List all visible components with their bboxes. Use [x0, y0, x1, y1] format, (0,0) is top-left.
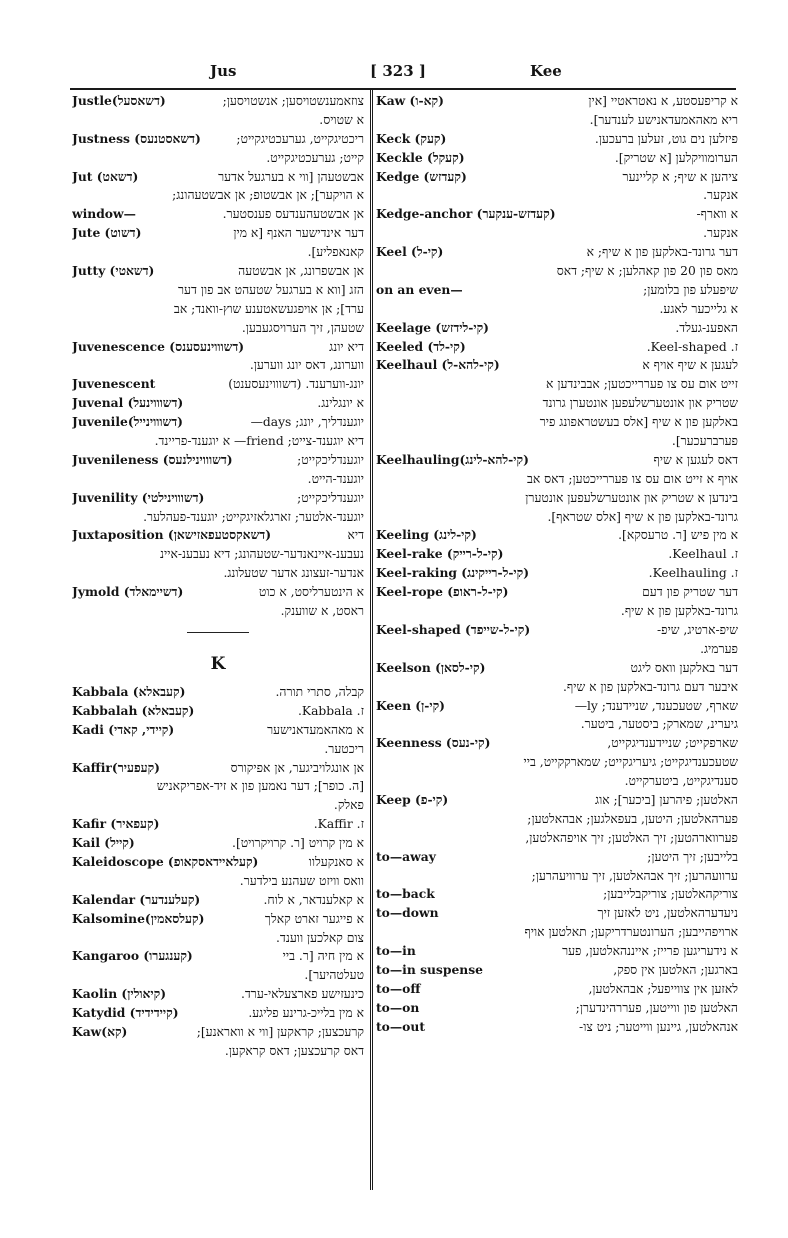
headword: Kalendar (קעלענדער) — [72, 891, 201, 907]
headword: Keel-raking (קי-ל-רייקינג) — [376, 565, 530, 581]
entry-continuation-line — [72, 111, 364, 130]
entry-continuation-line — [376, 640, 738, 659]
definition-text: לאזען אין צווייפעל; אבהאלטען, — [588, 981, 738, 996]
headword: Keeling (קי-לינג) — [376, 527, 477, 543]
dictionary-entry-line — [72, 92, 364, 111]
dictionary-entry-line — [72, 375, 364, 394]
definition-text: א מין פיש [ר. טרעסקא]. — [618, 528, 738, 543]
headword: Keel-rake (קי-ל-רייק) — [376, 546, 504, 562]
definition-text: פיזלען נים גוט, זעלען ברעכען. — [594, 131, 738, 146]
definition-text: שטעכענדיגקייט; גיעריגקייט; שמארקקייט, ביי — [523, 755, 738, 770]
entry-continuation-line — [376, 375, 738, 394]
definition-text: שארפקייט; שניידענדיגקייט, — [607, 736, 738, 751]
dictionary-entry-line — [376, 130, 738, 149]
headword: Juvenescent — [72, 376, 156, 392]
headword: Keenness (קי-נעס) — [376, 735, 491, 751]
entry-continuation-line — [72, 966, 364, 985]
definition-text: פערווארהטען; זיך האלטען; זיך אויפהאלטען, — [525, 830, 738, 845]
definition-text: ז. Kabbala. — [297, 703, 364, 718]
definition-text: א קריפעסטע, א נאטראטיי [אין — [588, 94, 738, 108]
dictionary-entry-line — [72, 338, 364, 357]
column-divider — [370, 90, 373, 1190]
entry-continuation-line — [72, 432, 364, 451]
entry-continuation-line — [72, 281, 364, 300]
definition-text: אן אונגלויביגער, אן אפיקורס — [230, 760, 364, 775]
dictionary-entry-line — [376, 356, 738, 375]
definition-text: אן אבשפרונג, אן אבשטעה — [238, 264, 364, 279]
definition-text: גרונד-באלקען פון א שיף [אלס שטראף]. — [547, 509, 738, 524]
definition-text: א מין קרויט [ר. קרויקרויט]. — [232, 836, 364, 851]
dictionary-entry-line — [376, 526, 738, 545]
definition-text: שיפ-ארטיג, שיפ- — [656, 622, 738, 637]
dictionary-entry-line — [72, 413, 364, 432]
definition-text: א הויקער]; אן אבשטופ; אן אבשטעהונג; — [172, 188, 364, 203]
headword: to—off — [376, 980, 421, 996]
definition-text: אנקער. — [703, 226, 738, 241]
dictionary-entry-line — [72, 1023, 364, 1042]
entry-continuation-line — [72, 186, 364, 205]
entry-continuation-line — [72, 545, 364, 564]
headword: to—in — [376, 943, 416, 959]
headword: Keeled (קי-לד) — [376, 338, 466, 354]
entry-continuation-line — [72, 602, 364, 621]
entry-continuation-line — [376, 810, 738, 829]
headword: to—down — [376, 905, 439, 921]
headword: to—out — [376, 1018, 426, 1034]
headword: Kabbala (קעבאלא) — [72, 683, 186, 699]
entry-continuation-line — [376, 186, 738, 205]
definition-text: שיפעלע פון בלומען; — [643, 282, 738, 297]
headword: Keel-rope (קי-ל-ראופ) — [376, 584, 509, 600]
definition-text: בינדען א שטריק און אונטערשלעפען אונטערן — [525, 490, 738, 505]
definition-text: הערומוויקלען [א שטריק]. — [614, 150, 738, 165]
headword: on an even— — [376, 281, 463, 297]
definition-text: שטריק און אונטערשלעפען אונטערן גרונד — [542, 396, 738, 411]
left-column — [72, 92, 364, 1061]
dictionary-entry-line — [72, 451, 364, 470]
headword: Jut (דשאט) — [72, 168, 139, 184]
entry-continuation-line — [376, 413, 738, 432]
definition-text: הזג [ווא א בערגעל שטעהט אב פון דער — [177, 282, 364, 297]
definition-text: [ה. כופר]; דער נאמען פון א זיד-אפריקאניש — [156, 779, 364, 794]
definition-text: ז. Keel-shaped. — [646, 339, 738, 354]
definition-text: בארגען; האלטען אין ספק, — [613, 962, 738, 977]
definition-text: גרונד-באלקען פון א שיף. — [620, 604, 738, 619]
right-guide-word: Kee — [530, 62, 562, 80]
entry-continuation-line — [376, 508, 738, 527]
dictionary-entry-line — [72, 702, 364, 721]
entry-continuation-line — [376, 829, 738, 848]
definition-text: א הינטערליסט, א כוט — [258, 585, 364, 600]
definition-text: א מין חיה [ר. ביי — [282, 949, 364, 964]
headword: Juvenileness (דשוווינילנעס) — [72, 451, 233, 467]
definition-text: באלקען פון א שיף [אלס בעשטראפונג פיר — [539, 415, 738, 430]
definition-text: ניעדערהאלטען, ניט לאזען זיך — [597, 906, 738, 921]
entry-continuation-line — [376, 111, 738, 130]
headword: Jutty (דשאטי) — [72, 263, 155, 279]
section-letter: K — [210, 653, 226, 674]
headword: Juvenescence (דשוווינעסענס) — [72, 338, 245, 354]
definition-text: אנהאלטען, גיינען ווייטער; ניט צו- — [579, 1019, 738, 1034]
entry-continuation-line — [72, 929, 364, 948]
entry-continuation-line — [376, 224, 738, 243]
right-column — [376, 92, 738, 1037]
entry-continuation-line — [72, 872, 364, 891]
separator-rule — [187, 632, 249, 633]
entry-continuation-line — [72, 564, 364, 583]
dictionary-entry-line — [72, 853, 364, 872]
dictionary-entry-line — [72, 721, 364, 740]
dictionary-entry-line — [376, 545, 738, 564]
headword: Justle(דשאסעל) — [72, 93, 166, 108]
entry-continuation-line — [376, 262, 738, 281]
dictionary-entry-line — [376, 583, 738, 602]
section-separator — [72, 621, 364, 645]
dictionary-entry-line — [376, 281, 738, 300]
definition-text: ערד]; אן אויפגעשאטענע שוץ-וואנד; אב — [173, 301, 364, 316]
headword: Jymold (דשיימאלד) — [72, 584, 184, 600]
headword: Katydid (קיידידיד) — [72, 1005, 179, 1021]
entry-continuation-line — [72, 300, 364, 319]
definition-text: ז. Kaffir. — [313, 817, 364, 832]
dictionary-entry-line — [72, 910, 364, 929]
definition-text: יונג-ווערענד. (דשוווינעסענט) — [228, 377, 364, 392]
definition-text: דיא — [347, 528, 364, 543]
definition-text: ערוועהרען; זיך אבהאלטען, זיך ערוויעהרען; — [531, 868, 738, 883]
dictionary-entry-line — [72, 947, 364, 966]
definition-text: דער גרונד-באלקען פון א שיף; א — [586, 245, 738, 260]
definition-text: א מאהאמעדאנישער — [267, 722, 364, 737]
definition-text: ז. Keelhaul. — [668, 547, 738, 562]
definition-text: א יונגלינג. — [317, 396, 364, 411]
dictionary-entry-line — [72, 683, 364, 702]
headword: Keck (קעק) — [376, 130, 447, 146]
definition-text: א פייגער זארט קאלך — [264, 911, 364, 926]
entry-continuation-line — [376, 394, 738, 413]
dictionary-entry-line — [72, 891, 364, 910]
page-number: [ 323 ] — [370, 62, 426, 80]
definition-text: א ווארף- — [696, 207, 738, 222]
definition-text: איבער דעם גרונד-באלקען פון א שיף. — [563, 679, 738, 694]
headword: Kaw (קא-ו) — [376, 93, 444, 108]
entry-continuation-line — [72, 777, 364, 796]
dictionary-entry-line — [376, 734, 738, 753]
definition-text: יוגענד-אלטער; זארגלאזיגקייט; יוגענד-פעהלער. — [143, 509, 364, 524]
dictionary-entry-line — [376, 338, 738, 357]
dictionary-entry-line — [376, 659, 738, 678]
dictionary-entry-line — [376, 961, 738, 980]
definition-text: דאס לעגען א שיף — [653, 452, 738, 467]
headword: to—back — [376, 886, 435, 902]
dictionary-entry-line — [72, 394, 364, 413]
dictionary-entry-line — [376, 564, 738, 583]
definition-text: ז. Keelhauling. — [648, 566, 738, 581]
dictionary-entry-line — [376, 904, 738, 923]
headword: Kafir (קעפאיר) — [72, 816, 160, 832]
dictionary-entry-line — [72, 759, 364, 778]
entry-continuation-line — [72, 356, 364, 375]
definition-text: אנדער-זעצונג אדער שטעלונג. — [223, 566, 364, 581]
definition-text: מאס פון 20 פון קאהלען; א שיף; דאס — [556, 264, 738, 279]
definition-text: פערמיג. — [700, 641, 738, 656]
entry-continuation-line — [376, 602, 738, 621]
definition-text: דער שטריק פון דעם — [642, 585, 738, 600]
definition-text: האלטען; פיהרען [ביכער]; אוג — [595, 792, 738, 807]
headword: Jute (דשוט) — [72, 225, 142, 241]
headword: Keelson (קי-לסאן) — [376, 659, 486, 675]
headword: Kaffir(קעפעיר) — [72, 759, 160, 775]
headword: to—away — [376, 848, 436, 864]
definition-text: יוגענדליך, יונג; days— — [250, 415, 364, 430]
definition-text: אנקער. — [703, 188, 738, 203]
headword: Keelhauling(קי-להא-לינג) — [376, 451, 529, 467]
headword: Juvenility (דשוווינילטי) — [72, 489, 205, 505]
headword: Keen (קי-ן) — [376, 697, 445, 713]
headword: Keelage (קי-לידזש) — [376, 319, 489, 335]
definition-text: א מין בלייכ-גרינע פליגע. — [248, 1006, 364, 1021]
definition-text: ריכטער. — [324, 741, 364, 756]
entry-continuation-line — [376, 300, 738, 319]
dictionary-entry-line — [376, 451, 738, 470]
entry-continuation-line — [72, 149, 364, 168]
headword: Juxtaposition (דשאקסטעפאזישאן) — [72, 527, 272, 543]
entry-continuation-line — [376, 432, 738, 451]
definition-text: פאלק. — [333, 798, 364, 813]
definition-text: דאס קרעכצען; דאס קראקען. — [224, 1043, 364, 1058]
dictionary-entry-line — [376, 999, 738, 1018]
dictionary-entry-line — [376, 848, 738, 867]
dictionary-entry-line — [376, 319, 738, 338]
dictionary-entry-line — [376, 92, 738, 111]
headword: Keel (קי-ל) — [376, 244, 444, 260]
headword: Keel-shaped (קי-ל-שייפד) — [376, 621, 531, 637]
entry-continuation-line — [376, 772, 738, 791]
dictionary-entry-line — [376, 885, 738, 904]
definition-text: לעגען א שיף אויף א — [642, 358, 738, 373]
definition-text: האלטען פון ווייטען, פעררהינדערן; — [575, 1000, 738, 1015]
dictionary-entry-line — [376, 1018, 738, 1037]
headword: Kangaroo (קענגערו) — [72, 948, 193, 964]
entry-continuation-line — [72, 508, 364, 527]
definition-text: סענדיגקייט, ביטערקייט. — [624, 774, 738, 789]
left-guide-word: Jus — [210, 62, 237, 80]
entry-continuation-line — [376, 678, 738, 697]
dictionary-entry-line — [376, 149, 738, 168]
entry-continuation-line — [376, 489, 738, 508]
definition-text: ארויפהייבען; הערונטערדריקען; תאלטען אויף — [524, 925, 738, 940]
definition-text: אויף א זייט אום עס צו פעררייכטען; דאס אב — [526, 471, 738, 486]
definition-text: דיא יונג — [329, 339, 364, 354]
definition-text: ריא מאהאמעדאנישע לענדער]. — [589, 112, 738, 127]
dictionary-entry-line — [376, 697, 738, 716]
dictionary-entry-line — [72, 130, 364, 149]
headword: Justness (דשאסטנעס) — [72, 130, 201, 146]
entry-continuation-line — [376, 867, 738, 886]
headword: Kadi (קיידי, קאדי) — [72, 721, 175, 737]
dictionary-entry-line — [376, 205, 738, 224]
definition-text: זייט אום עס צו פעררייכטען; אבבינדען א — [546, 377, 738, 392]
definition-text: שארף, שטעכענד, שניידענד; ly— — [574, 698, 738, 713]
definition-text: א שטויס. — [319, 112, 364, 127]
entry-continuation-line — [72, 1042, 364, 1061]
headword: Kalsomine(קעלסאמין) — [72, 910, 205, 926]
header-rule — [70, 88, 736, 90]
headword: Keelhaul (קי-להא-ל) — [376, 357, 500, 373]
entry-continuation-line — [72, 740, 364, 759]
definition-text: ריכטיגקייט, גערעכטיגקייט; — [236, 131, 364, 146]
headword: Juvenal (דשוווינעל) — [72, 395, 184, 411]
definition-text: פערהאלטען; היטען, בעפאלגען; אבהאלטען; — [527, 811, 738, 826]
definition-text: טעלטהיער]. — [304, 968, 364, 983]
headword: Kaw(קא) — [72, 1023, 128, 1039]
definition-text: דיא יוגענד-צייט; friend— א יוגענד-פריינד. — [154, 434, 364, 449]
definition-text: ווערונג, דאס יונג ווערען. — [249, 358, 364, 373]
definition-text: יוגענדליכקייט; — [297, 490, 364, 505]
definition-text: צום קאלכען ווענד. — [276, 930, 364, 945]
headword: window— — [72, 206, 136, 222]
headword: Keckle (קעקל) — [376, 149, 465, 165]
dictionary-entry-line — [72, 834, 364, 853]
definition-text: יוגענד-הייט. — [307, 471, 364, 486]
dictionary-entry-line — [376, 791, 738, 810]
entry-continuation-line — [72, 796, 364, 815]
definition-text: וואס וויזט שעהנע בילדער. — [239, 873, 364, 888]
dictionary-entry-line — [376, 243, 738, 262]
dictionary-entry-line — [72, 985, 364, 1004]
dictionary-entry-line — [72, 168, 364, 187]
definition-text: קייט; גערעכטיגקייט. — [266, 150, 364, 165]
definition-text: שטעהן, זיך הערויסגעבען. — [241, 320, 364, 335]
definition-text: א סאנקעלוו — [308, 854, 364, 869]
dictionary-entry-line — [376, 942, 738, 961]
headword: Keep (קי-פ) — [376, 791, 449, 807]
headword: Kaleidoscope (קעלאיידאסקאופ) — [72, 853, 259, 869]
dictionary-entry-line — [72, 224, 364, 243]
definition-text: יוגענדליכקייט; — [297, 452, 364, 467]
definition-text: א קאלענדאר, א לוח. — [263, 892, 364, 907]
entry-continuation-line — [72, 243, 364, 262]
headword: Kaolin (קיאולין) — [72, 986, 167, 1002]
definition-text: ציהען א שיף; א קליינער — [622, 169, 738, 184]
dictionary-entry-line — [376, 621, 738, 640]
dictionary-entry-line — [72, 489, 364, 508]
headword: Kedge-anchor (קעדזש-ענקער) — [376, 206, 556, 222]
definition-text: ראסט, א שווענק. — [280, 604, 364, 619]
definition-text: כינעזישע פארצעלאי-ערד. — [240, 987, 364, 1002]
dictionary-entry-line — [72, 1004, 364, 1023]
definition-text: א נידעריגען פרייז; אייננהאלטען, פער — [562, 944, 738, 959]
dictionary-entry-line — [72, 583, 364, 602]
dictionary-entry-line — [376, 168, 738, 187]
entry-continuation-line — [376, 753, 738, 772]
definition-text: בלייבען; זיך היטען; — [647, 849, 738, 864]
definition-text: א גלייכער לאגע. — [659, 301, 738, 316]
entry-continuation-line — [376, 923, 738, 942]
definition-text: אבשטעהן [ווי א בערגעל אדער — [218, 169, 364, 184]
definition-text: קאנאפליע]. — [307, 245, 364, 260]
entry-continuation-line — [376, 715, 738, 734]
definition-text: דער באלקען וואס ליגט — [630, 660, 738, 675]
running-header — [70, 58, 738, 86]
definition-text: קבלה, סתרי תורה. — [275, 684, 364, 699]
definition-text: דער אינדישער האנף [א מין — [233, 226, 364, 241]
definition-text: צוריקהאלטען; צוריקבלייבען; — [603, 887, 738, 902]
definition-text: נעבענ-איינאנדער-שטעהונג; דיא נעבענ-איינ — [160, 547, 364, 562]
dictionary-entry-line — [376, 980, 738, 999]
definition-text: אן אבשטעהענדעס פענסטער. — [222, 207, 364, 222]
headword: to—on — [376, 999, 420, 1015]
headword: Juvenile(דשוווינייל) — [72, 414, 183, 430]
definition-text: צוזאמענשטויסען; אנשטויסען; — [222, 94, 364, 108]
headword: Kabbalah (קעבאלא) — [72, 702, 195, 718]
dictionary-entry-line — [72, 262, 364, 281]
dictionary-entry-line — [72, 526, 364, 545]
dictionary-entry-line — [72, 205, 364, 224]
headword: to—in suspense — [376, 961, 483, 977]
headword: Kail (קייל) — [72, 835, 135, 851]
entry-continuation-line — [72, 319, 364, 338]
definition-text: גיערינ, שמארק; ביסטער, ביטער. — [580, 717, 738, 732]
definition-text: האפענ-געלד. — [675, 320, 738, 335]
definition-text: קרעכצען; קראקען [ווי א וואראנע]; — [196, 1024, 364, 1039]
definition-text: פערברעכער]. — [671, 434, 738, 449]
headword: Kedge (קעדזש) — [376, 168, 467, 184]
entry-continuation-line — [72, 470, 364, 489]
dictionary-entry-line — [72, 815, 364, 834]
entry-continuation-line — [376, 470, 738, 489]
